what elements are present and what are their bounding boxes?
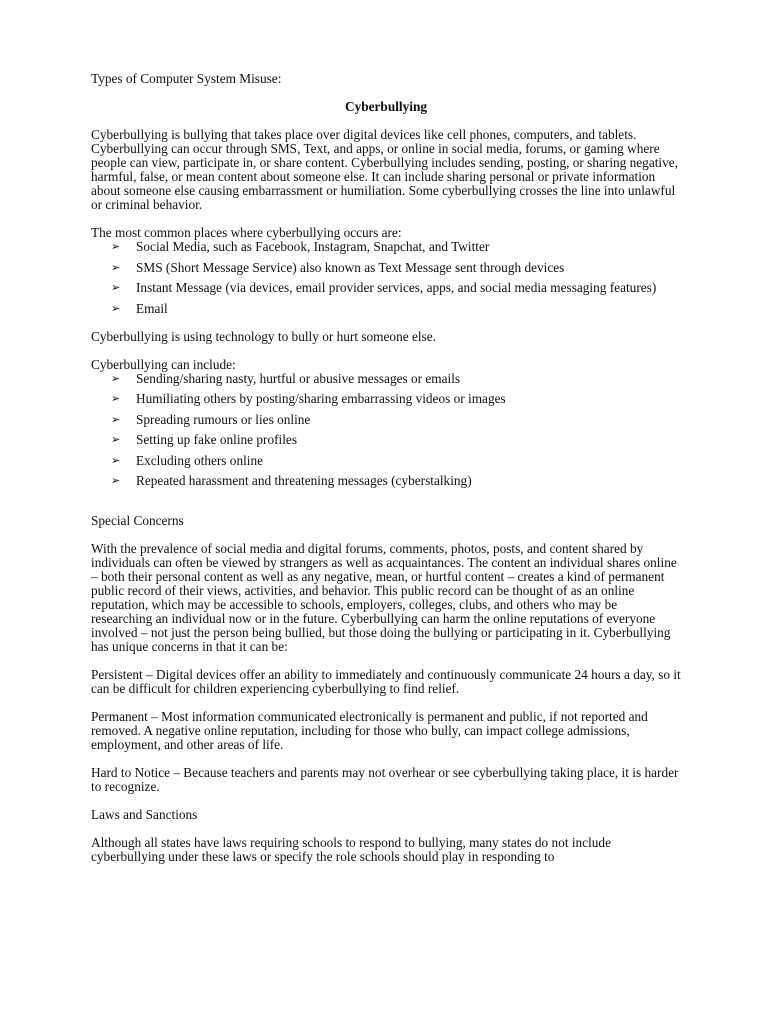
list-item: ➢ Setting up fake online profiles	[111, 432, 298, 447]
list-item: ➢ Social Media, such as Facebook, Instagram, Snapchat, and Twitter	[111, 239, 490, 254]
arrow-bullet-icon: ➢	[111, 260, 121, 274]
persistent-paragraph: Persistent – Digital devices offer an ability to immediately and continuously communicate 24 hours a day, so it can be difficult for children experiencing cyberbullying to find relief.	[91, 667, 681, 696]
arrow-bullet-icon: ➢	[111, 453, 121, 467]
special-concerns-paragraph: With the prevalence of social media and digital forums, comments, photos, posts, and content shared by individuals can often be viewed by strangers as well as acquaintances. The content an individual shares online – both their personal content as well as any negative, mean, or hurtful content – creates a kind of permanent public record of their views, activities, and behavior. This public record can be thought of as an online reputation, which may be accessible to schools, employers, colleges, clubs, and others who may be researching an individual now or in the future. Cyberbullying can harm the online reputations of everyone involved – not just the person being bullied, but those doing the bullying or participating in it. Cyberbullying has unique concerns in that it can be:	[91, 541, 677, 654]
places-list	[91, 240, 681, 316]
list-item: ➢ Sending/sharing nasty, hurtful or abusive messages or emails	[111, 370, 461, 386]
laws-heading: Laws and Sanctions	[91, 807, 198, 822]
hard-to-notice-paragraph: Hard to Notice – Because teachers and parents may not overhear or see cyberbullying taking place, it is harder to recognize.	[91, 765, 679, 794]
arrow-bullet-icon: ➢	[111, 412, 121, 426]
arrow-bullet-icon: ➢	[111, 240, 121, 253]
list-item: ➢ Excluding others online	[111, 452, 264, 468]
includes-list	[91, 372, 681, 489]
laws-paragraph: Although all states have laws requiring schools to respond to bullying, many states do not include cyberbullying under these laws or specify the role schools should play in responding to	[91, 835, 611, 864]
arrow-bullet-icon: ➢	[111, 474, 121, 487]
intro-paragraph: Cyberbullying is bullying that takes place over digital devices like cell phones, computers, and tablets. Cyberbullying can occur through SMS, Text, and apps, or online in social media, forums, or gaming where people can view, participate in, or share content. Cyberbullying includes sending, posting, or sharing negative, harmful, false, or mean content about someone else. It can include sharing personal or private information about someone else causing embarrassment or humiliation. Some cyberbullying crosses the line into unlawful or criminal behavior.	[91, 127, 678, 212]
arrow-bullet-icon: ➢	[111, 392, 121, 405]
list-item: ➢ Email	[111, 300, 168, 316]
arrow-bullet-icon: ➢	[111, 301, 121, 315]
document-title: Cyberbullying	[344, 99, 427, 114]
special-concerns-heading: Special Concerns	[91, 513, 184, 528]
definition-paragraph: Cyberbullying is using technology to bully or hurt someone else.	[91, 328, 436, 344]
list-item: ➢ Humiliating others by posting/sharing embarrassing videos or images	[111, 391, 506, 406]
includes-lead: Cyberbullying can include:	[91, 356, 236, 372]
arrow-bullet-icon: ➢	[111, 371, 121, 385]
list-item: ➢ Repeated harassment and threatening messages (cyberstalking)	[111, 473, 472, 488]
document-page	[91, 72, 681, 864]
list-item: ➢ Instant Message (via devices, email provider services, apps, and social media messaging features)	[111, 280, 657, 295]
arrow-bullet-icon: ➢	[111, 281, 121, 294]
arrow-bullet-icon: ➢	[111, 433, 121, 446]
list-item: ➢ Spreading rumours or lies online	[111, 411, 311, 427]
list-item: ➢ SMS (Short Message Service) also known as Text Message sent through devices	[111, 259, 565, 275]
places-lead: The most common places where cyberbullying occurs are:	[91, 225, 402, 240]
permanent-paragraph: Permanent – Most information communicated electronically is permanent and public, if not reported and removed. A negative online reputation, including for those who bully, can impact college admissions, employment, and other areas of life.	[91, 709, 648, 752]
document-heading: Types of Computer System Misuse:	[91, 71, 282, 86]
